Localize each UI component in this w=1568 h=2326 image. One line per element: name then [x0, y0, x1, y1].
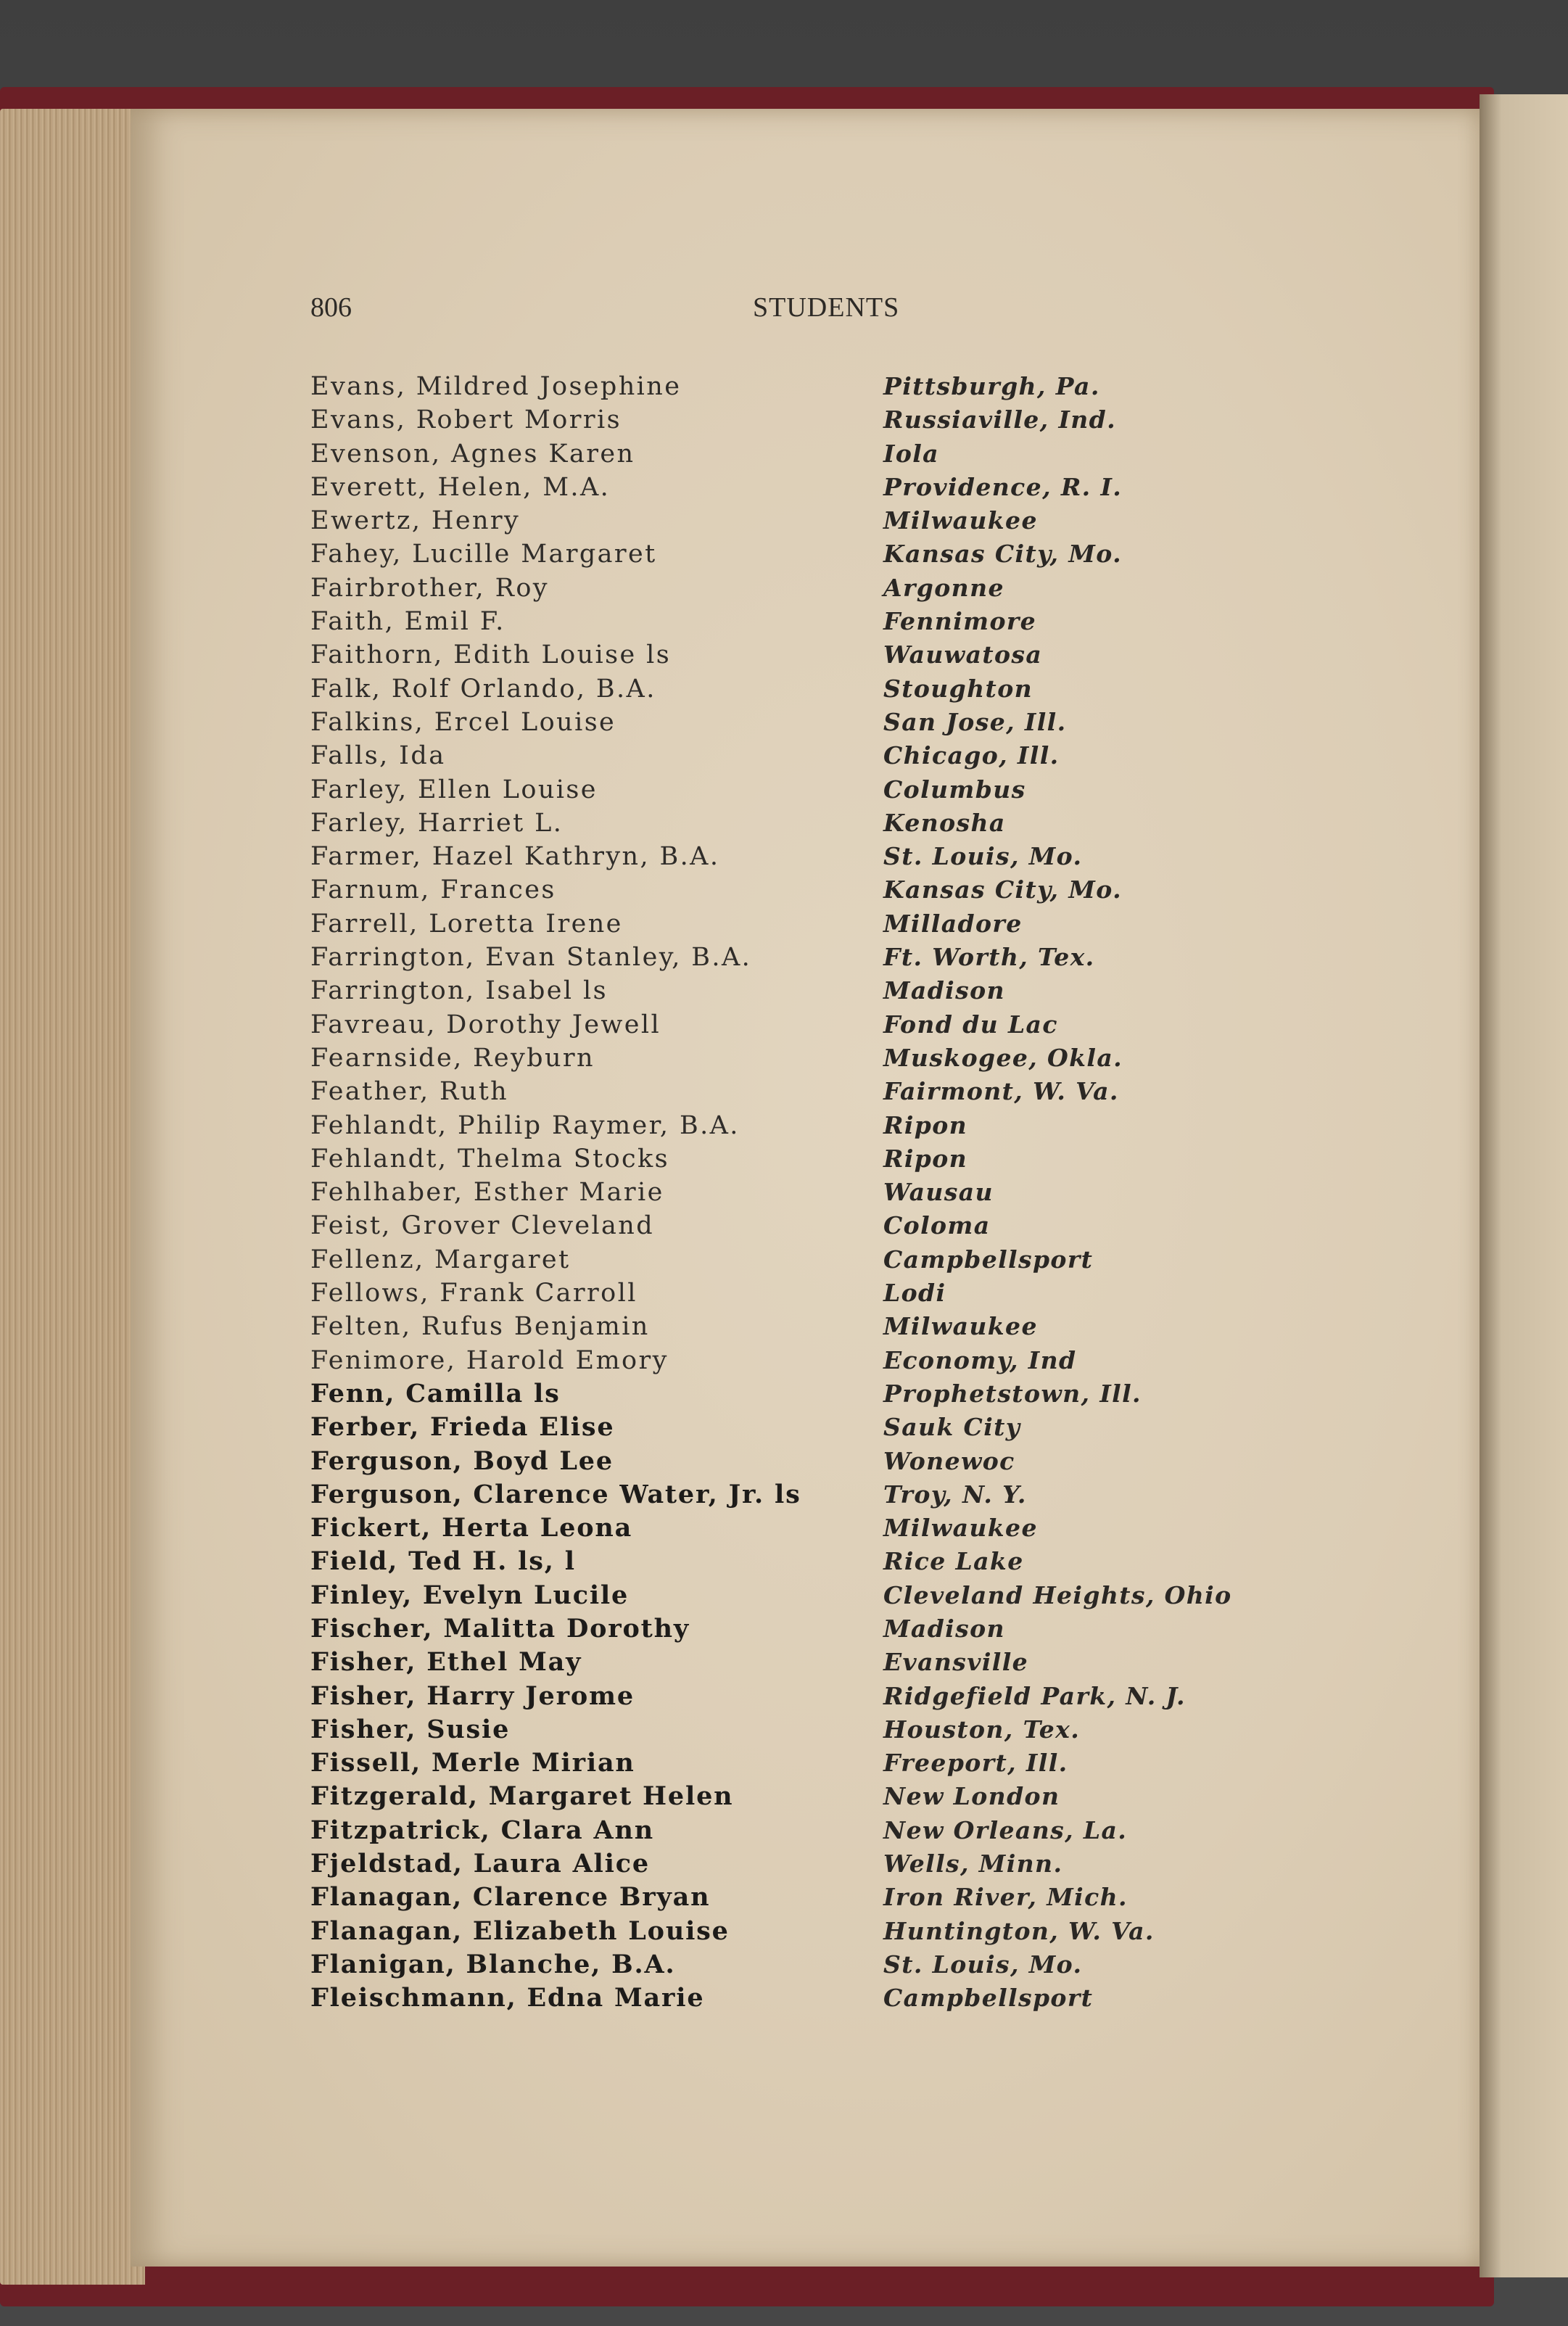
- student-hometown: Ripon: [883, 1110, 968, 1139]
- student-entry: [310, 807, 1268, 840]
- student-name: Farrington, Evan Stanley, B.A.: [310, 943, 752, 973]
- student-name: Felten, Rufus Benjamin: [310, 1312, 650, 1342]
- student-name: Fitzpatrick, Clara Ann: [310, 1815, 654, 1845]
- student-entry: [310, 1310, 1268, 1343]
- student-entry: [310, 1109, 1268, 1142]
- student-hometown: New Orleans, La.: [883, 1815, 1128, 1844]
- student-entry: [310, 504, 1268, 537]
- student-hometown: Coloma: [883, 1211, 991, 1240]
- student-name: Evenson, Agnes Karen: [310, 439, 635, 469]
- student-hometown: Providence, R. I.: [883, 472, 1123, 501]
- student-hometown: Ft. Worth, Tex.: [883, 943, 1095, 972]
- student-hometown: Prophetstown, Ill.: [883, 1379, 1142, 1408]
- student-name: Ferguson, Clarence Water, Jr. ls: [310, 1479, 801, 1509]
- student-name: Fissell, Merle Mirian: [310, 1748, 635, 1778]
- student-name: Fehlandt, Thelma Stocks: [310, 1144, 670, 1174]
- student-hometown: Muskogee, Okla.: [883, 1043, 1123, 1072]
- student-name: Fearnside, Reyburn: [310, 1043, 595, 1073]
- student-hometown: Ridgefield Park, N. J.: [883, 1681, 1186, 1710]
- student-entry: [310, 1780, 1268, 1813]
- student-hometown: Fennimore: [883, 607, 1037, 636]
- student-name: Fenn, Camilla ls: [310, 1378, 561, 1409]
- student-hometown: Madison: [883, 976, 1005, 1005]
- student-entry: [310, 873, 1268, 907]
- page-stack-edge: [0, 109, 145, 2285]
- student-name: Favreau, Dorothy Jewell: [310, 1010, 661, 1039]
- student-name: Fischer, Malitta Dorothy: [310, 1613, 690, 1644]
- student-entry: [310, 840, 1268, 873]
- student-hometown: Chicago, Ill.: [883, 741, 1060, 770]
- student-hometown: Kansas City, Mo.: [883, 540, 1122, 569]
- student-entry: [310, 1075, 1268, 1108]
- student-entry: [310, 773, 1268, 807]
- student-hometown: Pittsburgh, Pa.: [883, 372, 1100, 400]
- student-name: Fickert, Herta Leona: [310, 1513, 633, 1543]
- student-name: Farley, Ellen Louise: [310, 775, 598, 804]
- student-hometown: Lodi: [883, 1279, 946, 1308]
- student-name: Finley, Evelyn Lucile: [310, 1580, 630, 1610]
- student-entry: [310, 1612, 1268, 1646]
- student-name: Fisher, Susie: [310, 1714, 511, 1744]
- student-name: Feist, Grover Cleveland: [310, 1211, 655, 1241]
- student-name: Ferber, Frieda Elise: [310, 1412, 615, 1443]
- student-name: Ferguson, Boyd Lee: [310, 1445, 614, 1476]
- student-entry: [310, 403, 1268, 437]
- student-name: Farmer, Hazel Kathryn, B.A.: [310, 842, 720, 872]
- student-hometown: Campbellsport: [883, 1984, 1094, 2013]
- student-hometown: Ripon: [883, 1144, 968, 1173]
- student-hometown: Madison: [883, 1614, 1005, 1643]
- student-entry: [310, 1847, 1268, 1881]
- student-entry: [310, 1646, 1268, 1679]
- student-entry: [310, 706, 1268, 739]
- student-name: Field, Ted H. ls, l: [310, 1546, 576, 1577]
- student-hometown: Kansas City, Mo.: [883, 875, 1122, 904]
- student-name: Ewertz, Henry: [310, 506, 521, 536]
- student-hometown: Rice Lake: [883, 1547, 1024, 1576]
- student-entry: [310, 1042, 1268, 1075]
- student-name: Feather, Ruth: [310, 1077, 509, 1107]
- student-hometown: Russiaville, Ind.: [883, 405, 1117, 434]
- student-entry: [310, 437, 1268, 471]
- student-entry: [310, 1142, 1268, 1176]
- student-name: Flanagan, Clarence Bryan: [310, 1882, 711, 1913]
- student-entry: [310, 1176, 1268, 1209]
- student-hometown: Milwaukee: [883, 1312, 1038, 1341]
- student-entry: [310, 1209, 1268, 1242]
- student-entry: [310, 638, 1268, 672]
- student-hometown: Wausau: [883, 1178, 994, 1207]
- student-hometown: Houston, Tex.: [883, 1715, 1081, 1744]
- student-hometown: San Jose, Ill.: [883, 707, 1067, 736]
- student-entry: [310, 1981, 1268, 2015]
- student-hometown: Cleveland Heights, Ohio: [883, 1580, 1232, 1609]
- student-name: Falkins, Ercel Louise: [310, 707, 616, 737]
- student-hometown: Economy, Ind: [883, 1345, 1077, 1374]
- student-name: Fairbrother, Roy: [310, 573, 549, 603]
- student-hometown: Wonewoc: [883, 1446, 1015, 1475]
- student-hometown: Wells, Minn.: [883, 1849, 1063, 1878]
- student-entry: [310, 1478, 1268, 1512]
- student-hometown: Milwaukee: [883, 506, 1038, 535]
- student-name: Faithorn, Edith Louise ls: [310, 640, 672, 670]
- student-name: Flanagan, Elizabeth Louise: [310, 1915, 730, 1946]
- student-name: Farley, Harriet L.: [310, 808, 564, 838]
- student-entry: [310, 1680, 1268, 1713]
- student-entry: [310, 1008, 1268, 1042]
- student-name: Fleischmann, Edna Marie: [310, 1983, 705, 2013]
- student-name: Evans, Mildred Josephine: [310, 372, 682, 401]
- student-name: Fitzgerald, Margaret Helen: [310, 1781, 734, 1812]
- student-name: Fisher, Ethel May: [310, 1647, 582, 1678]
- student-name: Fahey, Lucille Margaret: [310, 540, 657, 569]
- student-entry: [310, 1277, 1268, 1310]
- student-entry: [310, 572, 1268, 605]
- student-entry: [310, 1545, 1268, 1578]
- student-entry: [310, 672, 1268, 706]
- student-hometown: Milladore: [883, 909, 1023, 938]
- student-entry: [310, 907, 1268, 941]
- student-name: Flanigan, Blanche, B.A.: [310, 1949, 676, 1979]
- student-hometown: Iola: [883, 439, 939, 468]
- student-hometown: Troy, N. Y.: [883, 1480, 1027, 1509]
- student-hometown: Fond du Lac: [883, 1010, 1058, 1039]
- student-entry: [310, 1881, 1268, 1914]
- student-entry: [310, 1512, 1268, 1545]
- student-entry: [310, 1377, 1268, 1411]
- student-name: Farrell, Loretta Irene: [310, 909, 623, 939]
- student-entry: [310, 370, 1268, 403]
- student-hometown: Milwaukee: [883, 1514, 1038, 1543]
- student-name: Fellenz, Margaret: [310, 1245, 571, 1274]
- student-hometown: Argonne: [883, 573, 1004, 602]
- student-entry: [310, 1411, 1268, 1444]
- student-entry: [310, 1746, 1268, 1780]
- student-name: Falls, Ida: [310, 741, 446, 771]
- page-header: [310, 292, 978, 329]
- student-name: Fisher, Harry Jerome: [310, 1680, 635, 1711]
- student-name: Fehlandt, Philip Raymer, B.A.: [310, 1110, 740, 1140]
- student-hometown: Campbellsport: [883, 1245, 1094, 1274]
- student-entry: [310, 1948, 1268, 1981]
- student-hometown: New London: [883, 1782, 1060, 1811]
- student-name: Everett, Helen, M.A.: [310, 472, 611, 502]
- student-hometown: Kenosha: [883, 808, 1006, 837]
- student-hometown: St. Louis, Mo.: [883, 842, 1083, 871]
- facing-page-edge: [1480, 94, 1568, 2277]
- student-list: [310, 370, 1268, 2016]
- student-hometown: Sauk City: [883, 1413, 1021, 1442]
- student-entry: [310, 471, 1268, 504]
- student-hometown: Fairmont, W. Va.: [883, 1077, 1119, 1106]
- student-hometown: Iron River, Mich.: [883, 1883, 1128, 1912]
- page-number: 806: [310, 292, 352, 323]
- student-hometown: Huntington, W. Va.: [883, 1916, 1155, 1945]
- student-hometown: Freeport, Ill.: [883, 1749, 1068, 1778]
- student-entry: [310, 1915, 1268, 1948]
- student-entry: [310, 605, 1268, 638]
- student-hometown: Stoughton: [883, 674, 1033, 703]
- student-entry: [310, 974, 1268, 1007]
- student-name: Fellows, Frank Carroll: [310, 1279, 637, 1308]
- student-entry: [310, 537, 1268, 571]
- student-hometown: Wauwatosa: [883, 640, 1043, 669]
- student-hometown: St. Louis, Mo.: [883, 1950, 1083, 1979]
- student-entry: [310, 1344, 1268, 1377]
- student-entry: [310, 941, 1268, 974]
- student-entry: [310, 1445, 1268, 1478]
- student-entry: [310, 1579, 1268, 1612]
- student-name: Farrington, Isabel ls: [310, 976, 608, 1006]
- running-head: STUDENTS: [753, 292, 900, 323]
- student-hometown: Columbus: [883, 775, 1026, 804]
- student-name: Faith, Emil F.: [310, 607, 506, 637]
- student-name: Falk, Rolf Orlando, B.A.: [310, 674, 656, 704]
- student-entry: [310, 1713, 1268, 1746]
- student-name: Fjeldstad, Laura Alice: [310, 1849, 650, 1879]
- student-name: Fehlhaber, Esther Marie: [310, 1178, 664, 1208]
- student-name: Farnum, Frances: [310, 875, 556, 905]
- student-hometown: Evansville: [883, 1648, 1029, 1677]
- student-name: Fenimore, Harold Emory: [310, 1345, 669, 1375]
- student-entry: [310, 739, 1268, 772]
- student-entry: [310, 1243, 1268, 1277]
- student-entry: [310, 1814, 1268, 1847]
- student-name: Evans, Robert Morris: [310, 405, 622, 435]
